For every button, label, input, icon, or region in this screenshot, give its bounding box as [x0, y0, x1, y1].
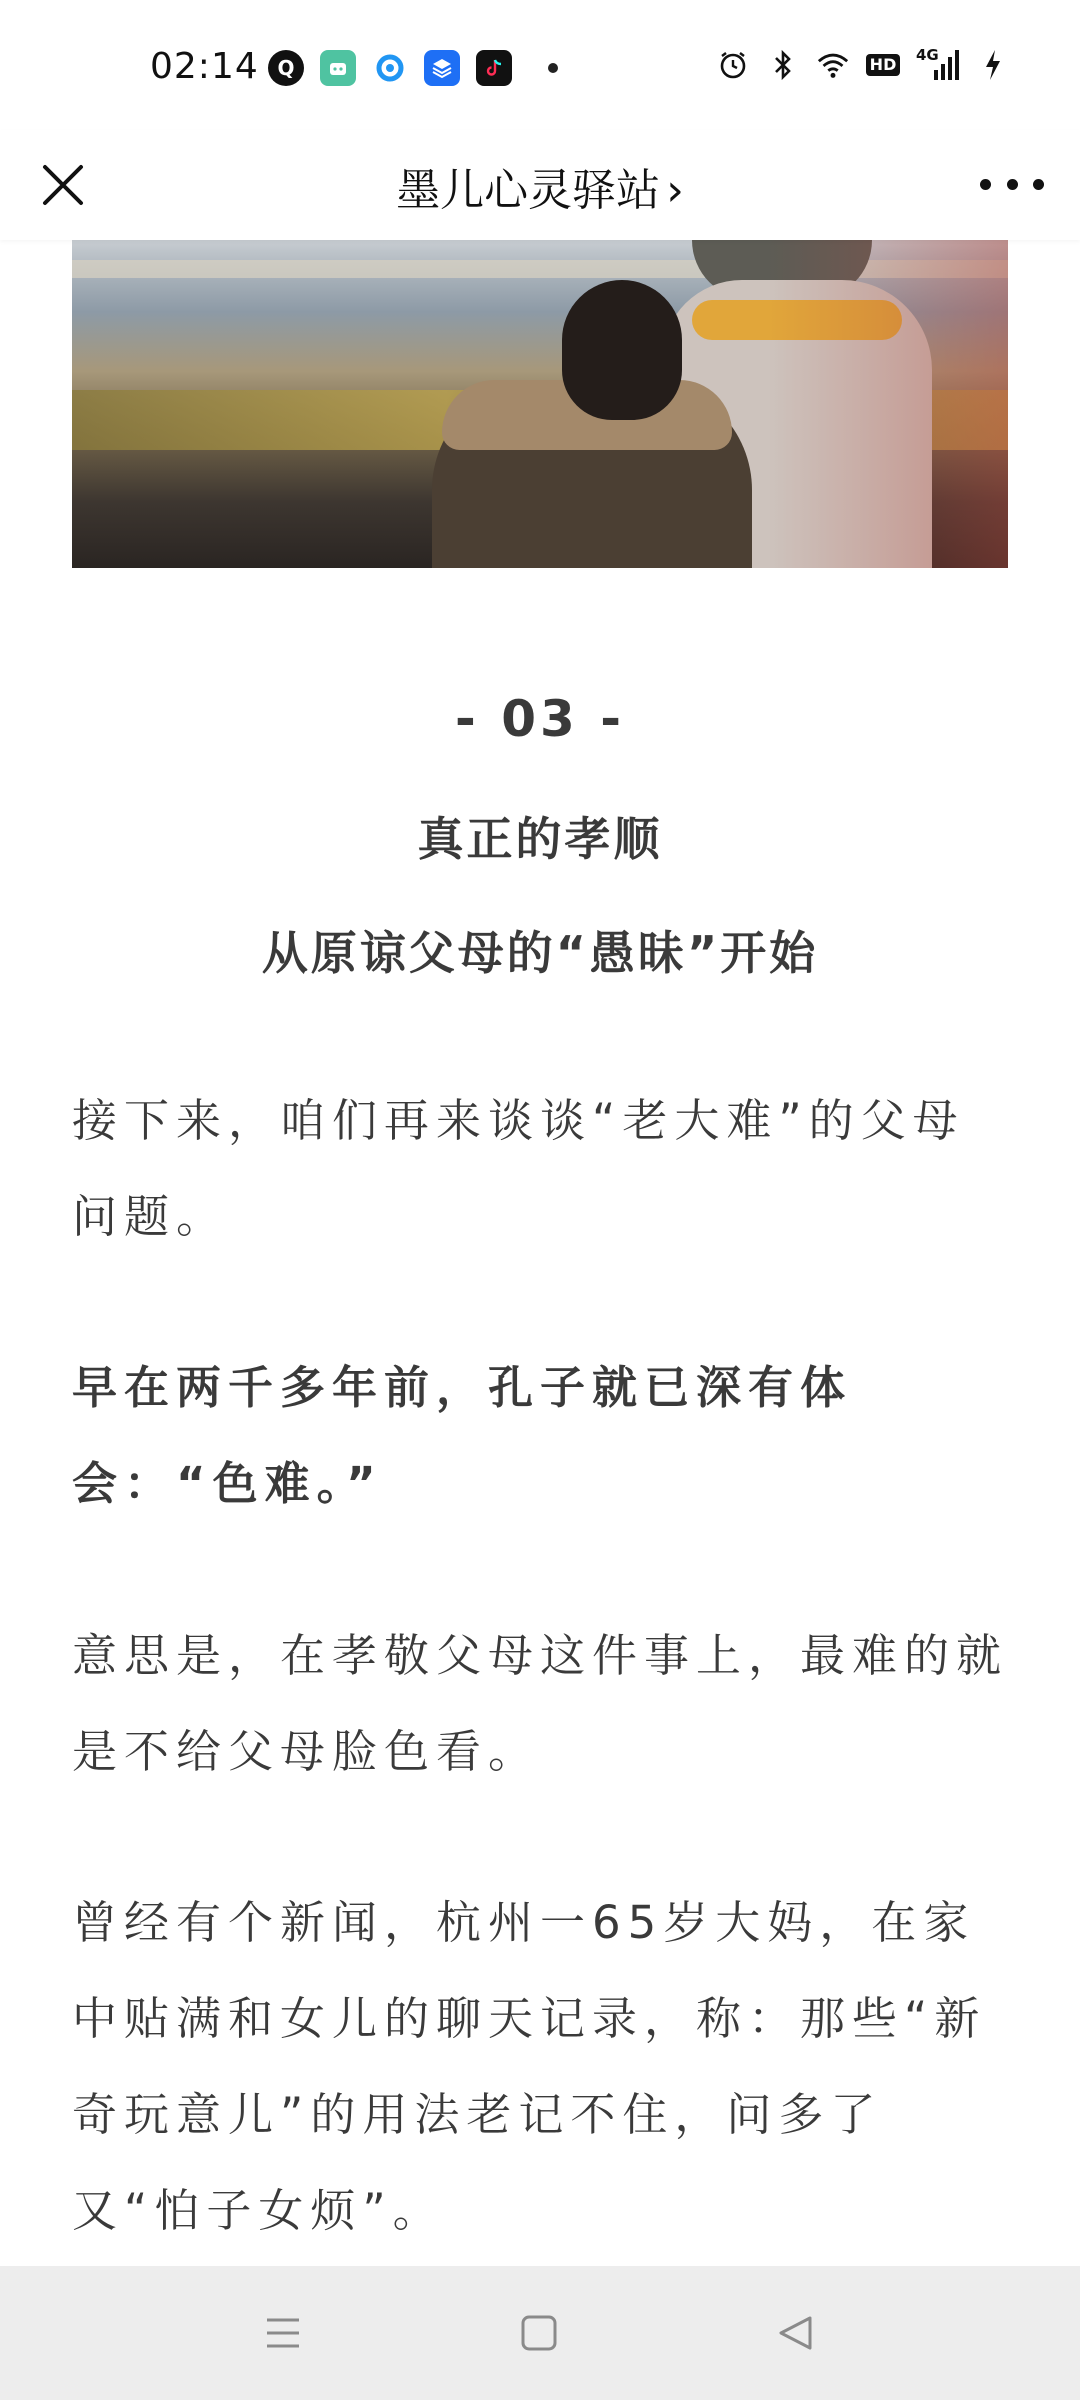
status-time: 02:14 — [150, 46, 259, 87]
article-photo — [72, 240, 1008, 568]
account-title[interactable] — [0, 154, 1080, 218]
notification-dot-icon — [548, 63, 558, 73]
wifi-icon — [816, 48, 850, 82]
charging-icon — [976, 48, 1010, 82]
bluetooth-icon — [766, 48, 800, 82]
article-content[interactable] — [0, 240, 1080, 2266]
paragraph: 接下来，咱们再来谈谈“老大难”的父母问题。 — [72, 1094, 965, 1243]
more-dot-icon — [980, 179, 991, 190]
paragraph: 曾经有个新闻，杭州一65岁大妈，在家中贴满和女儿的聊天记录，称：那些“新奇玩意儿”的用法老记不住，问多了又“怕子女烦”。 — [72, 1896, 987, 2237]
q-app-icon: Q — [268, 50, 304, 86]
signal-icon — [916, 48, 960, 82]
system-navigation-bar — [0, 2266, 1080, 2400]
back-icon — [776, 2314, 814, 2352]
alarm-icon — [716, 48, 750, 82]
account-name: 墨儿心灵驿站 — [396, 165, 661, 216]
status-app-icons — [268, 50, 558, 86]
more-options-button[interactable] — [980, 162, 1044, 206]
network-type-label: 4G — [916, 46, 939, 64]
paragraph: 意思是，在孝敬父母这件事上，最难的就是不给父母脸色看。 — [72, 1629, 1009, 1778]
home-icon — [520, 2314, 558, 2352]
ring-app-icon — [372, 50, 408, 86]
recent-apps-button[interactable] — [258, 2310, 308, 2356]
paragraph-bold-quote: 早在两千多年前，孔子就已深有体会：“色难。” — [72, 1361, 853, 1510]
section-heading: 真正的孝顺 — [417, 812, 663, 866]
status-bar — [0, 0, 1080, 140]
back-button[interactable] — [770, 2310, 820, 2356]
tiktok-icon — [476, 50, 512, 86]
chevron-right-icon: › — [666, 165, 684, 216]
system-status-icons — [716, 48, 1010, 82]
home-button[interactable] — [514, 2310, 564, 2356]
article-header — [0, 130, 1080, 240]
hd-icon: HD — [866, 48, 900, 82]
more-dot-icon — [1033, 179, 1044, 190]
layers-app-icon — [424, 50, 460, 86]
section-number: - 03 - — [455, 690, 625, 748]
section-subheading: 从原谅父母的“愚昧”开始 — [261, 926, 819, 980]
more-dot-icon — [1007, 179, 1018, 190]
cat-app-icon — [320, 50, 356, 86]
menu-icon — [263, 2315, 303, 2351]
